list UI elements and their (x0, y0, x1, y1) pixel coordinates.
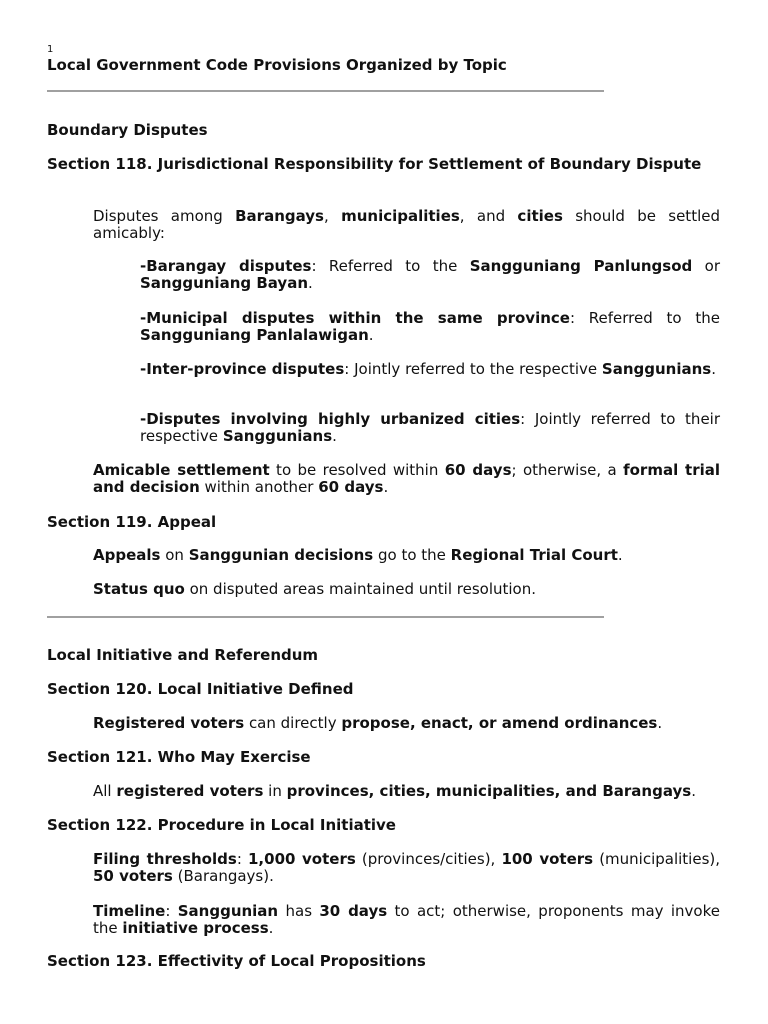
list-item-huc-disputes: -Disputes involving highly urbanized cities: Jointly referred to their respective Sanggunians. (140, 410, 721, 445)
topic-heading-boundary-disputes: Boundary Disputes (47, 121, 208, 139)
topic-heading-local-initiative: Local Initiative and Referendum (47, 646, 319, 664)
page-number: 1 (47, 44, 54, 55)
section-121-body: All registered voters in provinces, cities, municipalities, and Barangays. (93, 782, 696, 800)
section-120-body: Registered voters can directly propose, enact, or amend ordinances. (93, 714, 663, 732)
section-120-title: Section 120. Local Initiative Defined (47, 680, 354, 698)
list-item-municipal-disputes: -Municipal disputes within the same province: Referred to the Sangguniang Panlalawigan. (140, 309, 720, 344)
document-title: Local Government Code Provisions Organized by Topic (47, 56, 507, 74)
horizontal-rule (47, 90, 604, 92)
section-123-title: Section 123. Effectivity of Local Propositions (47, 952, 426, 970)
status-quo-paragraph: Status quo on disputed areas maintained until resolution. (93, 580, 536, 598)
appeals-paragraph: Appeals on Sanggunian decisions go to the Regional Trial Court. (93, 546, 623, 564)
section-121-title: Section 121. Who May Exercise (47, 748, 311, 766)
section-118-intro-paragraph: Disputes among Barangays, municipalities, and cities should be settled amicably: (93, 207, 720, 242)
section-118-title: Section 118. Jurisdictional Responsibility for Settlement of Boundary Dispute (47, 155, 702, 173)
section-122-title: Section 122. Procedure in Local Initiative (47, 816, 396, 834)
list-item-inter-province-disputes: -Inter-province disputes: Jointly referred to the respective Sanggunians. (140, 360, 717, 378)
horizontal-rule (47, 616, 604, 618)
amicable-settlement-paragraph: Amicable settlement to be resolved within 60 days; otherwise, a formal trial and decision within another 60 days. (93, 461, 721, 496)
list-item-barangay-disputes: -Barangay disputes: Referred to the Sangguniang Panlungsod or Sangguniang Bayan. (140, 257, 721, 292)
timeline-paragraph: Timeline: Sanggunian has 30 days to act; otherwise, proponents may invoke the initiative process. (93, 902, 720, 937)
section-119-title: Section 119. Appeal (47, 513, 217, 531)
filing-thresholds-paragraph: Filing thresholds: 1,000 voters (provinces/cities), 100 voters (municipalities), 50 voters (Barangays). (93, 850, 721, 885)
